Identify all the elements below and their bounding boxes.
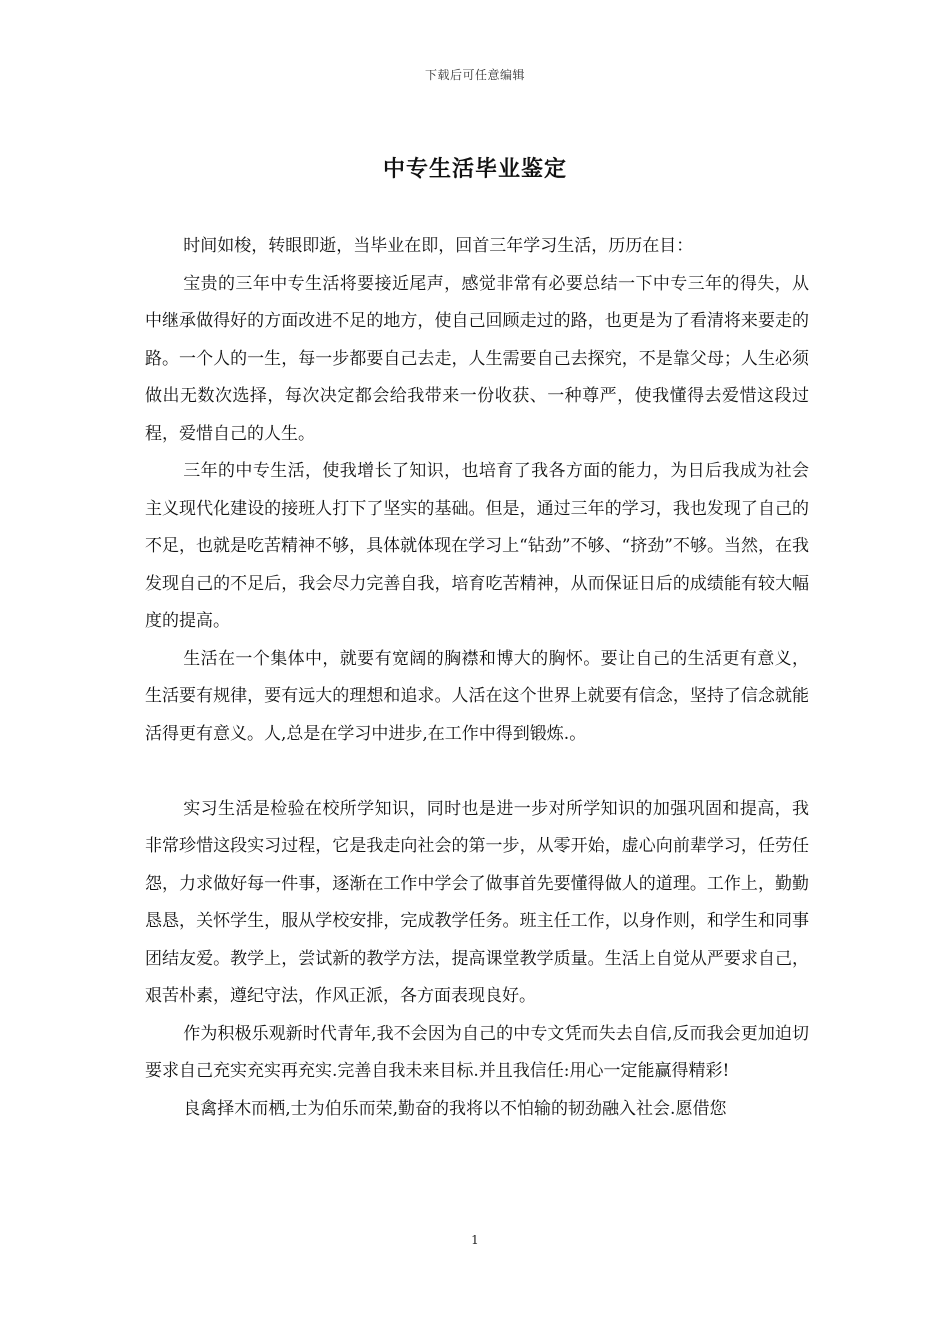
header-note: 下载后可任意编辑 [424,68,525,82]
paragraph: 宝贵的三年中专生活将要接近尾声，感觉非常有必要总结一下中专三年的得失，从中继承做得好的方面改进不足的地方，使自己回顾走过的路，也更是为了看清将来要走的路。一个人的一生，每一步都要自己去走，人生需要自己去探究，不是靠父母；人生必须做出无数次选择，每次决定都会给我带来一份收获、一种尊严，使我懂得去爱惜这段过程，爱惜自己的人生。 [145,273,809,444]
paragraph-truncated: 良禽择木而栖,士为伯乐而荣,勤奋的我将以不怕输的韧劲融入社会.愿借您 [183,1098,727,1119]
paragraph: 三年的中专生活，使我增长了知识，也培育了我各方面的能力，为日后我成为社会主义现代化建设的接班人打下了坚实的基础。但是，通过三年的学习，我也发现了自己的不足，也就是吃苦精神不够，具体就体现在学习上“钻劲”不够、“挤劲”不够。当然，在我发现自己的不足后，我会尽力完善自我，培育吃苦精神，从而保证日后的成绩能有较大幅度的提高。 [145,461,809,631]
paragraph: 作为积极乐观新时代青年,我不会因为自己的中专文凭而失去自信,反而我会更加迫切要求自己充实充实再充实.完善自我未来目标.并且我信任:用心一定能赢得精彩! [145,1023,809,1081]
paragraph-intro: 时间如梭，转眼即逝，当毕业在即，回首三年学习生活，历历在目： [183,236,694,256]
document-title: 中专生活毕业鉴定 [382,156,567,182]
document-body [145,228,809,1128]
paragraph-spacer [145,753,809,791]
page-number: 1 [471,1233,479,1247]
paragraph: 生活在一个集体中，就要有宽阔的胸襟和博大的胸怀。要让自己的生活更有意义，生活要有规律，要有远大的理想和追求。人活在这个世界上就要有信念，坚持了信念就能活得更有意义。人,总是在学习中进步,在工作中得到锻炼.。 [145,648,809,744]
paragraph: 实习生活是检验在校所学知识，同时也是进一步对所学知识的加强巩固和提高，我非常珍惜这段实习过程，它是我走向社会的第一步，从零开始，虚心向前辈学习，任劳任怨，力求做好每一件事，逐渐在工作中学会了做事首先要懂得做人的道理。工作上，勤勤恳恳，关怀学生，服从学校安排，完成教学任务。班主任工作，以身作则，和学生和同事团结友爱。教学上，尝试新的教学方法，提高课堂教学质量。生活上自觉从严要求自己，艰苦朴素，遵纪守法，作风正派，各方面表现良好。 [145,798,809,1006]
